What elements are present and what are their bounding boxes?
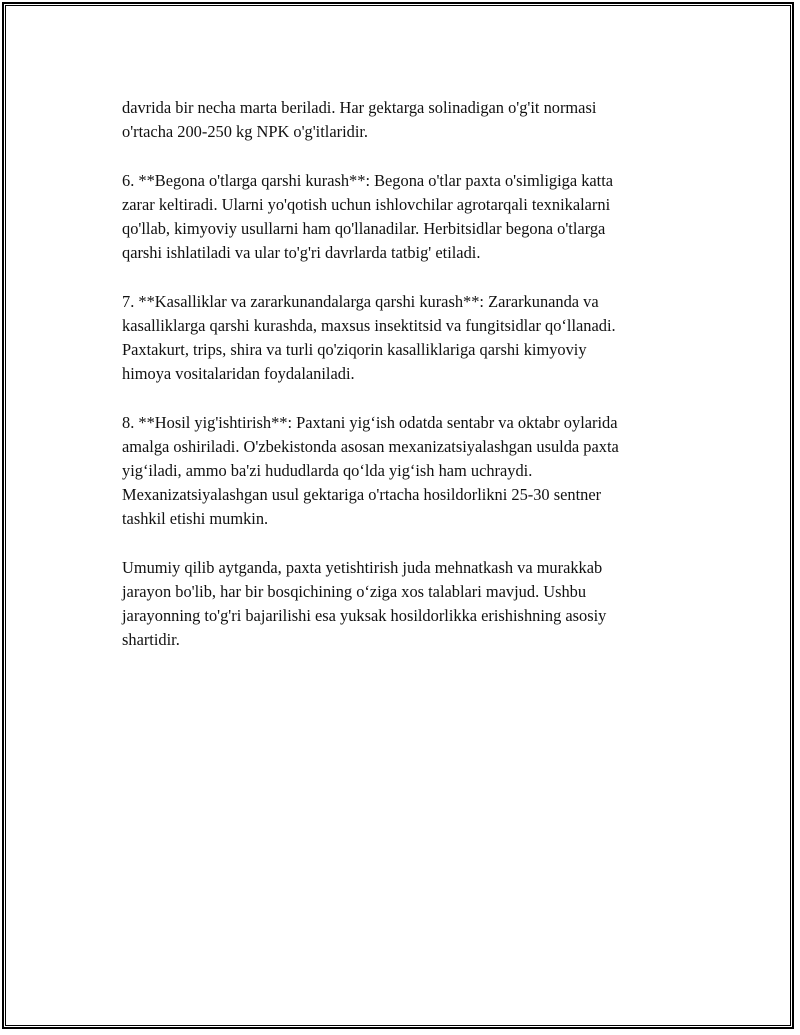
document-body [122,96,692,677]
text-line: zarar keltiradi. Ularni yo'qotish uchun ishlovchilar agrotarqali texnikalarni [122,194,611,214]
text-line: himoya vositalaridan foydalaniladi. [122,364,355,384]
text-line: davrida bir necha marta beriladi. Har gektarga solinadigan o'g'it normasi [122,98,597,117]
text-line: tashkil etishi mumkin. [122,509,269,529]
text-line: jarayonning to'g'ri bajarilishi esa yuksak hosildorlikka erishishning asosiy [122,606,607,626]
paragraph-weed-control [122,169,692,266]
text-line: yig‘iladi, ammo ba'zi hududlarda qo‘lda yig‘ish ham uchraydi. [122,461,533,480]
text-line: shartidir. [122,630,180,650]
text-line: amalga oshiriladi. O'zbekistonda asosan mexanizatsiyalashgan usulda paxta [122,436,619,456]
text-line: qo'llab, kimyoviy usullarni ham qo'llanadilar. Herbitsidlar begona o'tlarga [122,219,606,238]
text-line: Umumiy qilib aytganda, paxta yetishtirish juda mehnatkash va murakkab [122,557,603,577]
paragraph-harvest [122,411,692,532]
text-line: kasalliklarga qarshi kurashda, maxsus insektitsid va fungitsidlar qo‘llanadi. [122,315,616,335]
text-line: 6. **Begona o'tlarga qarshi kurash**: Begona o'tlar paxta o'simligiga katta [122,170,614,190]
text-line: Paxtakurt, trips, shira va turli qo'ziqorin kasalliklariga qarshi kimyoviy [122,340,587,359]
text-line: 7. **Kasalliklar va zararkunandalarga qarshi kurash**: Zararkunanda va [122,291,599,311]
text-line: jarayon bo'lib, har bir bosqichining o‘ziga xos talablari mavjud. Ushbu [122,582,587,601]
paragraph-fertilizer-continued [122,96,692,144]
text-line: Mexanizatsiyalashgan usul gektariga o'rtacha hosildorlikni 25-30 sentner [122,485,602,505]
text-line: o'rtacha 200-250 kg NPK o'g'itlaridir. [122,122,369,142]
text-line: qarshi ishlatiladi va ular to'g'ri davrlarda tatbig' etiladi. [122,243,481,263]
page-frame [2,2,794,1029]
paragraph-pest-control [122,290,692,387]
text-line: 8. **Hosil yig'ishtirish**: Paxtani yig‘ish odatda sentabr va oktabr oylarida [122,412,618,432]
paragraph-conclusion [122,556,692,653]
